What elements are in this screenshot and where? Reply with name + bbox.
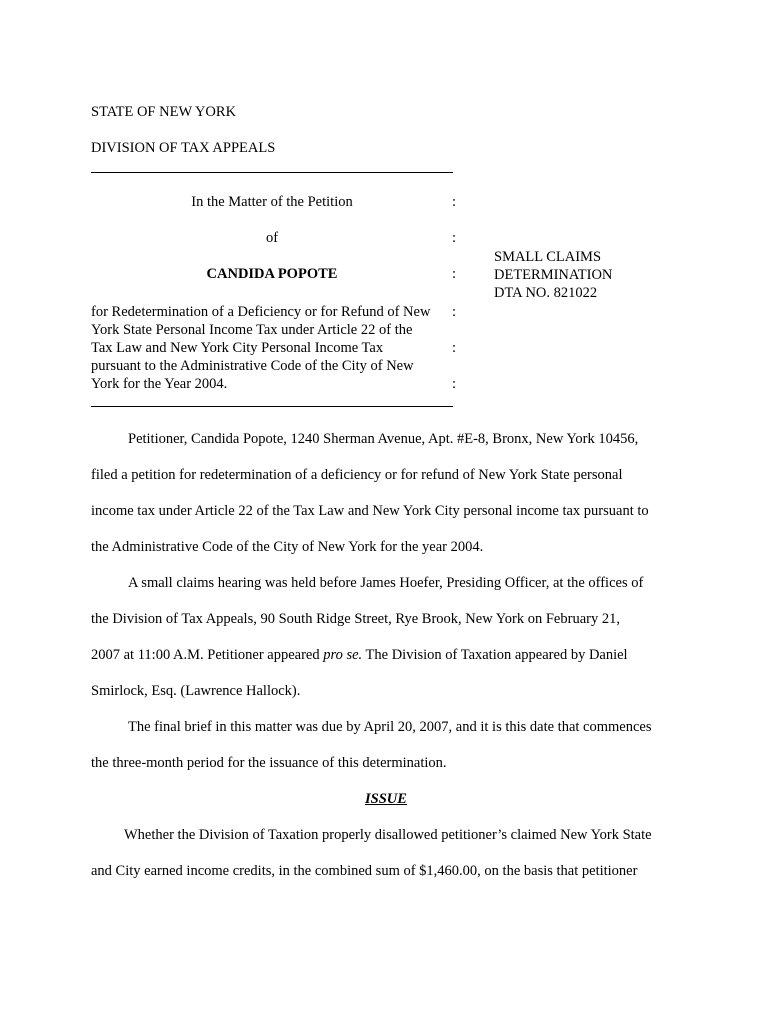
caption-colon-5: :	[452, 340, 457, 356]
matter-description	[91, 303, 451, 393]
determination-label	[494, 248, 612, 302]
caption-colon-6: :	[452, 376, 457, 392]
determination-line-1: SMALL CLAIMS	[494, 249, 602, 265]
caption-colon-2: :	[452, 230, 457, 246]
paragraph-2-line	[91, 646, 628, 664]
matter-description-line: York for the Year 2004.	[91, 376, 228, 392]
paragraph-2-line: Smirlock, Esq. (Lawrence Hallock).	[91, 683, 301, 699]
paragraph-1-line: Petitioner, Candida Popote, 1240 Sherman Avenue, Apt. #E-8, Bronx, New York 10456,	[128, 431, 639, 447]
matter-description-line: for Redetermination of a Deficiency or for Refund of New	[91, 304, 431, 320]
pro-se-italic: pro se.	[323, 647, 363, 663]
petitioner-name: CANDIDA POPOTE	[206, 266, 338, 282]
paragraph-2-text: 2007 at 11:00 A.M. Petitioner appeared	[91, 647, 324, 663]
caption-bottom-rule	[91, 406, 453, 407]
determination-line-3: DTA NO. 821022	[494, 285, 598, 301]
paragraph-1-line: filed a petition for redetermination of a deficiency or for refund of New York State personal	[91, 467, 623, 483]
paragraph-3-line: the three-month period for the issuance of this determination.	[91, 755, 447, 771]
paragraph-2-line: the Division of Tax Appeals, 90 South Ridge Street, Rye Brook, New York on February 21,	[91, 611, 620, 627]
paragraph-1-line: the Administrative Code of the City of New York for the year 2004.	[91, 539, 484, 555]
matter-description-line: pursuant to the Administrative Code of the City of New	[91, 358, 414, 374]
matter-description-line: Tax Law and New York City Personal Income Tax	[91, 340, 384, 356]
paragraph-2-text: The Division of Taxation appeared by Daniel	[362, 647, 628, 663]
matter-description-line: York State Personal Income Tax under Article 22 of the	[91, 322, 413, 338]
state-heading: STATE OF NEW YORK	[91, 104, 237, 120]
issue-heading: ISSUE	[365, 791, 407, 807]
caption-colon-4: :	[452, 304, 457, 320]
paragraph-4-line: and City earned income credits, in the combined sum of $1,460.00, on the basis that petitioner	[91, 863, 638, 879]
caption-matter: In the Matter of the Petition	[191, 194, 353, 210]
caption-colon-3: :	[452, 266, 457, 282]
paragraph-2-line: A small claims hearing was held before James Hoefer, Presiding Officer, at the offices of	[128, 575, 644, 591]
paragraph-4-line: Whether the Division of Taxation properly disallowed petitioner’s claimed New York State	[124, 827, 652, 843]
paragraph-3-line: The final brief in this matter was due by April 20, 2007, and it is this date that commences	[128, 719, 652, 735]
caption-colon-1: :	[452, 194, 457, 210]
division-heading: DIVISION OF TAX APPEALS	[91, 140, 276, 156]
caption-of: of	[265, 230, 279, 246]
determination-line-2: DETERMINATION	[494, 267, 613, 283]
caption-top-rule	[91, 172, 453, 173]
paragraph-1-line: income tax under Article 22 of the Tax Law and New York City personal income tax pursuant to	[91, 503, 649, 519]
